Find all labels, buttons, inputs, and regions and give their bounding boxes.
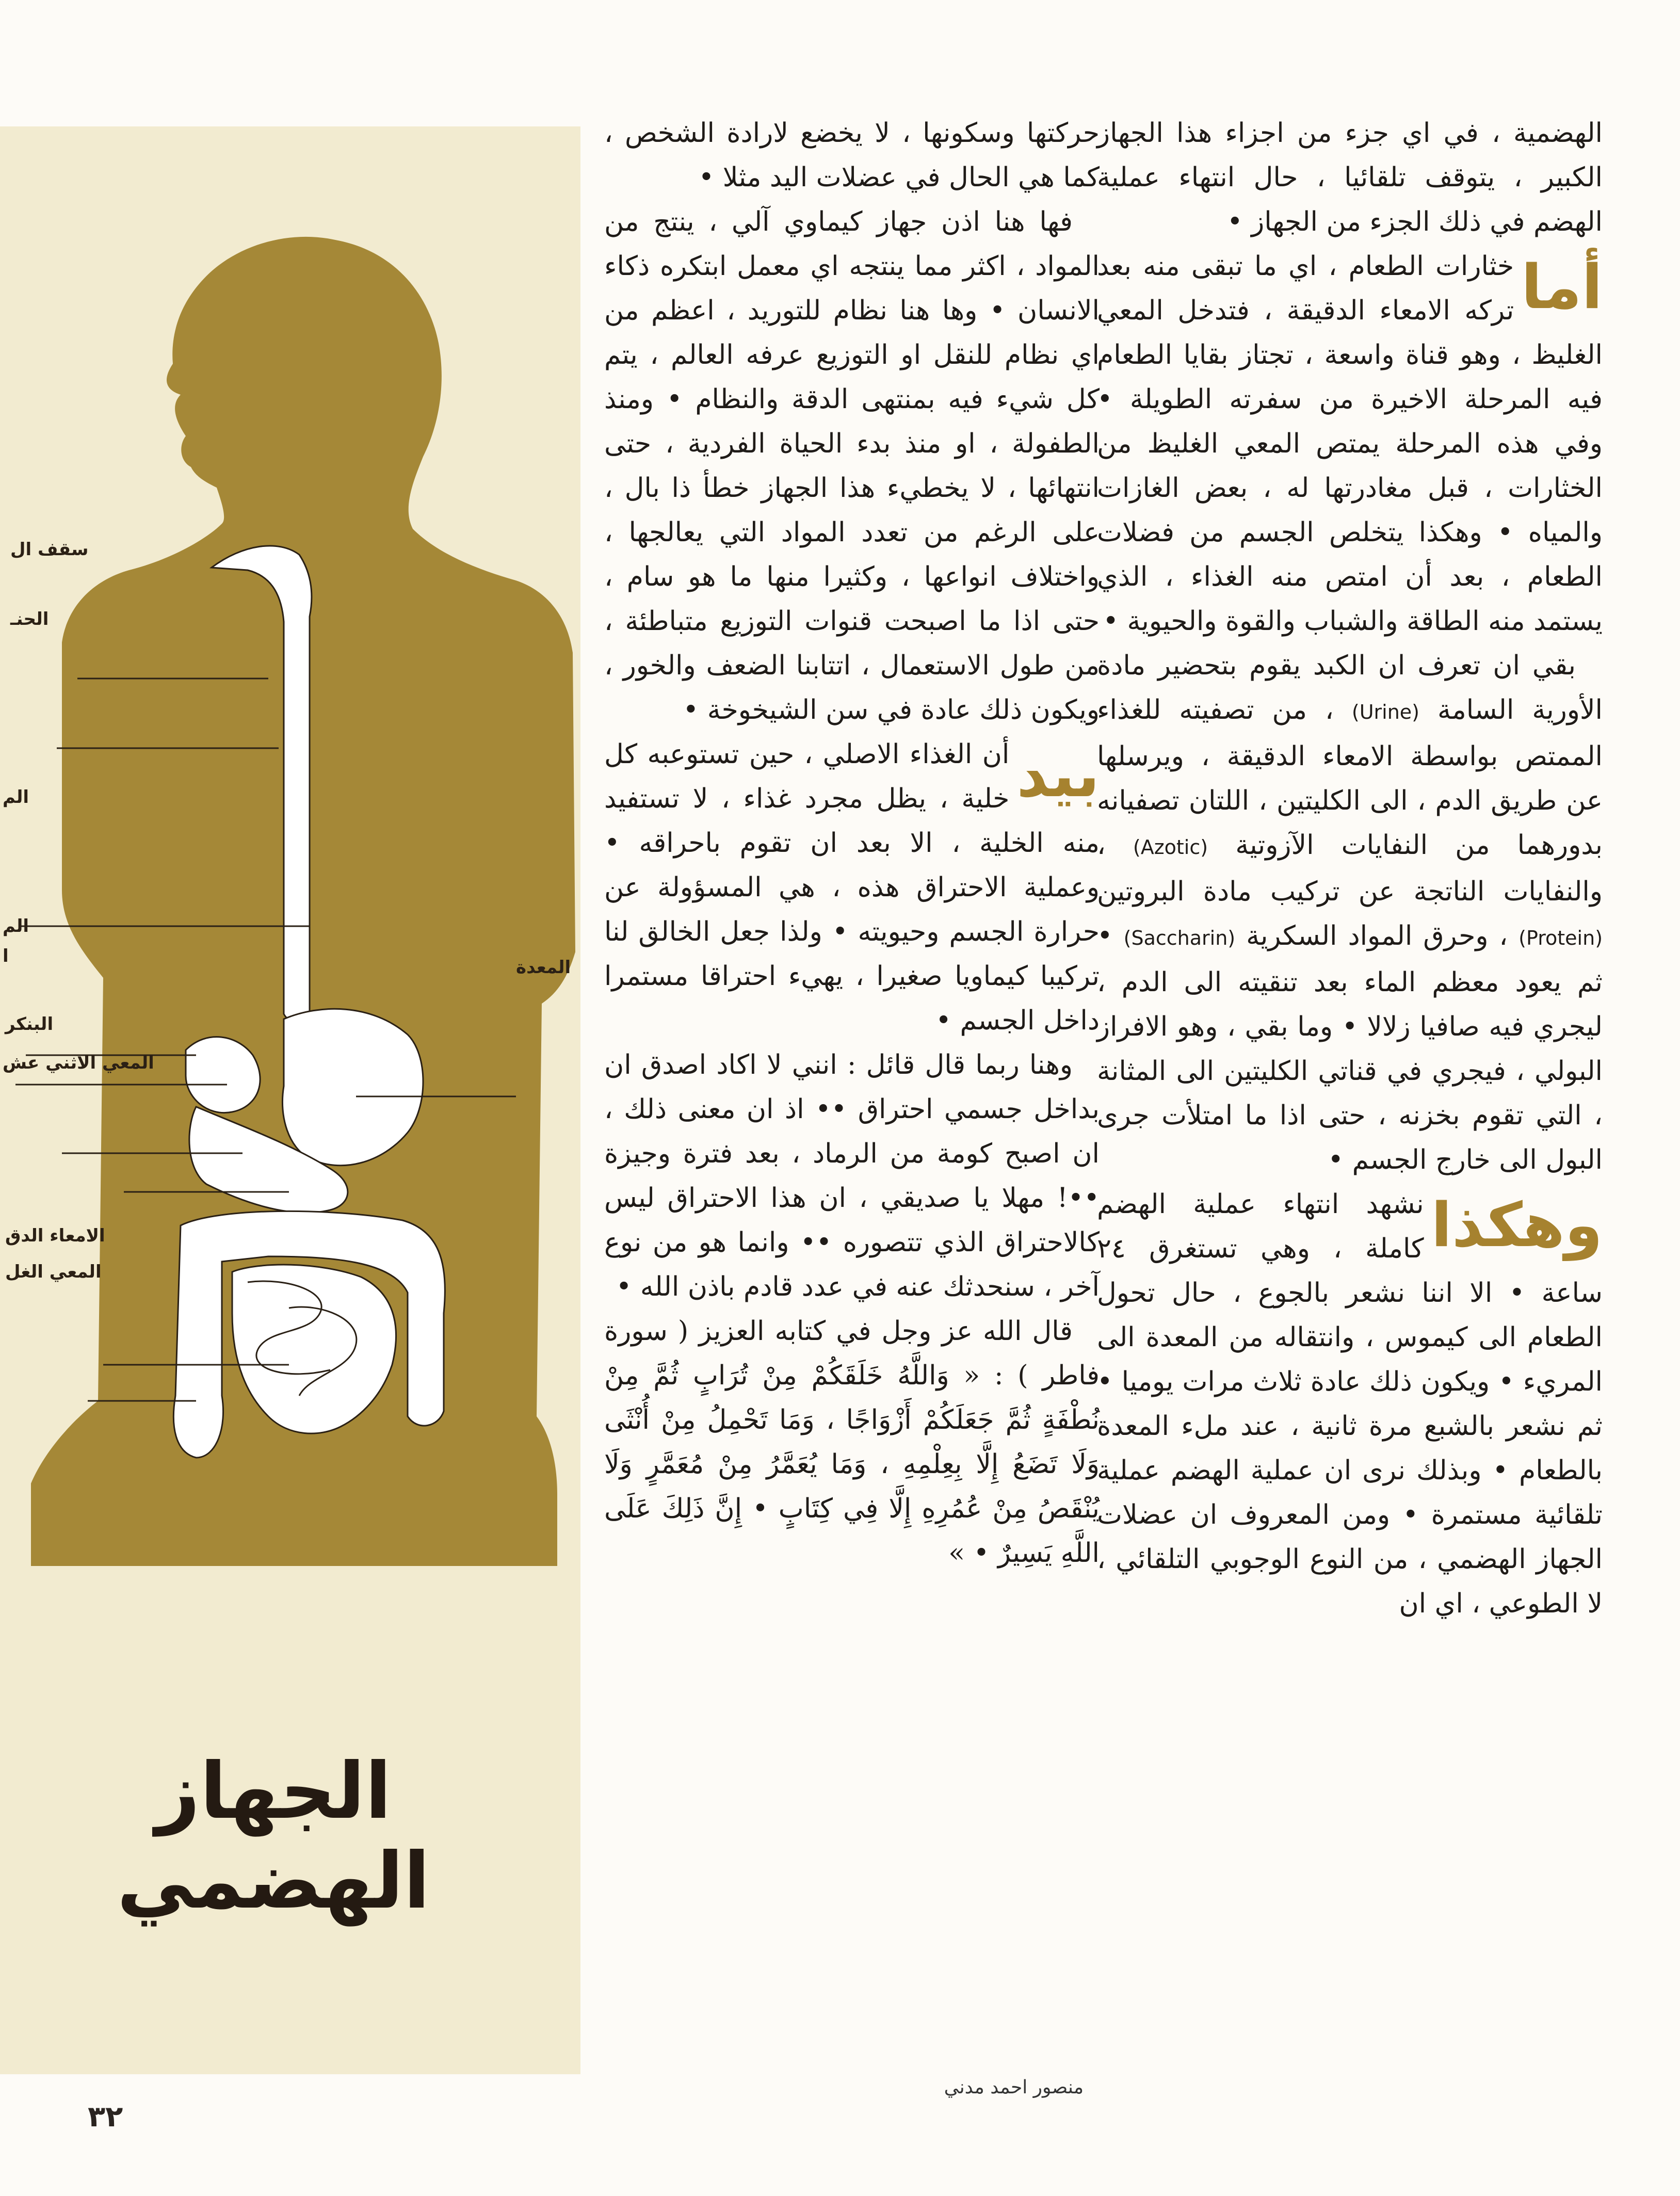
paragraph: أما خثارات الطعام ، اي ما تبقى منه بعد تركه الامعاء الدقيقة ، فتدخل المعي الغليظ ، وهو قناة واسعة ، تجتاز بقايا الطعام فيه المرحلة الاخيرة من سفرته الطويلة • وفي هذه المرحلة يمتص المعي الغليظ من الخثارات ، قبل مغادرتها له ، بعض الغازات والمياه • وهكذا يتخلص الجسم من فضلات الطعام ، بعد أن امتص منه الغذاء ، الذي يستمد منه الطاقة والشباب والقوة والحيوية • — [1097, 244, 1603, 643]
drop-initial: بيد — [1016, 739, 1100, 811]
label-small-intestine: الامعاء الدق — [5, 1225, 105, 1246]
paragraph: حركتها وسكونها ، لا يخضع لارادة الشخص ، كما هي الحال في عضلات اليد مثلا • — [604, 118, 1100, 193]
paragraph: وهكذا نشهد انتهاء عملية الهضم كاملة ، وهي تستغرق ٢٤ ساعة • الا اننا نشعر بالجوع ، حال تحول الطعام الى كيموس ، وانتقاله من المعدة الى المريء • ويكون ذلك عادة ثلاث مرات يوميا • ثم نشعر بالشبع مرة ثانية ، عند ملء المعدة بالطعام • وبذلك نرى ان عملية الهضم عملية تلقائية مستمرة • ومن المعروف ان عضلات الجهاز الهضمي ، من النوع الوجوبي التلقائي ، لا الطوعي ، اي ان — [1097, 1182, 1603, 1626]
drop-initial: وهكذا — [1431, 1189, 1603, 1261]
label-stomach: المعدة — [516, 957, 571, 978]
label-large-intestine: المعي الغل — [5, 1262, 102, 1282]
label-palate: سقف ال — [10, 539, 89, 560]
label-liver: الم — [3, 916, 29, 936]
illustration-panel — [0, 126, 580, 2074]
page-number: ٣٢ — [88, 2100, 123, 2134]
label-gallbladder: ا — [3, 946, 9, 966]
label-pharynx: الحنـ — [10, 609, 49, 629]
paragraph: بقي ان تعرف ان الكبد يقوم بتحضير مادة الأورية السامة (Urine) ، من تصفيته للغذاء الممتص بواسطة الامعاء الدقيقة ، ويرسلها عن طريق الدم ، الى الكليتين ، اللتان تصفيانه بدورهما من النفايات الآزوتية (Azotic) ، والنفايات الناتجة عن تركيب مادة البروتين (Protein) ، وحرق المواد السكرية (Saccharin) • ثم يعود معظم الماء بعد تنقيته الى الدم ، ليجري فيه صافيا زلالا • وما بقي ، وهو الافراز البولي ، فيجري في قناتي الكليتين الى المثانة ، التي تقوم بخزنه ، حتى اذا ما امتلأت جرى البول الى خارج الجسم • — [1097, 650, 1603, 1175]
label-duodenum: المعي الاثني عش — [3, 1053, 154, 1073]
drop-initial: أما — [1521, 251, 1603, 322]
illustration-title: الجهاز الهضمي — [117, 1747, 430, 1926]
paragraph: قال الله عز وجل في كتابه العزيز ( سورة فاطر ) : « وَاللَّهُ خَلَقَكُمْ مِنْ تُرَابٍ ثُمَّ مِنْ نُطْفَةٍ ثُمَّ جَعَلَكُمْ أَزْوَاجًا ، وَمَا تَحْمِلُ مِنْ أُنْثَى وَلَا تَضَعُ إِلَّا بِعِلْمِهِ ، وَمَا يُعَمَّرُ مِنْ مُعَمَّرٍ وَلَا يُنْقَصُ مِنْ عُمُرِهِ إِلَّا فِي كِتَابٍ • إِنَّ ذَلِكَ عَلَى اللَّهِ يَسِيرٌ • » — [604, 1316, 1100, 1569]
author-name: منصور احمد مدني — [944, 2077, 1084, 2098]
article-column-right — [1097, 111, 1603, 1626]
label-esophagus: الم — [3, 787, 29, 808]
paragraph: وهنا ربما قال قائل : انني لا اكاد اصدق ان بداخل جسمي احتراق •• اذ ان معنى ذلك ، ان اصبح كومة من الرماد ، بعد فترة وجيزة ••! مهلا يا صديقي ، ان هذا الاحتراق ليس كالاحتراق الذي تتصوره •• وانما هو من نوع آخر ، سنحدثك عنه في عدد قادم باذن الله • — [604, 1049, 1100, 1302]
paragraph: فها هنا اذن جهاز كيماوي آلي ، ينتج من المواد ، اكثر مما ينتجه اي معمل ابتكره ذكاء الانسان • وها هنا نظام للتوريد ، اعظم من اي نظام للنقل او التوزيع عرفه العالم ، يتم كل شيء فيه بمنتهى الدقة والنظام • ومنذ الطفولة ، او منذ بدء الحياة الفردية ، حتى انتهائها ، لا يخطيء هذا الجهاز خطأ ذا بال ، على الرغم من تعدد المواد التي يعالجها ، واختلاف انواعها ، وكثيرا منها ما هو سام ، حتى اذا ما اصبحت قنوات التوزيع متباطئة ، من طول الاستعمال ، اتتابنا الضعف والخور ، ويكون ذلك عادة في سن الشيخوخة • — [604, 206, 1100, 725]
label-pancreas: البنكر — [5, 1014, 54, 1035]
paragraph: بيد أن الغذاء الاصلي ، حين تستوعبه كل خلية ، يظل مجرد غذاء ، لا تستفيد منه الخلية ، الا بعد ان تقوم باحراقه • وعملية الاحتراق هذه ، هي المسؤولة عن حرارة الجسم وحيويته • ولذا جعل الخالق لنا تركيبا كيماويا صغيرا ، يهيء احتراقا مستمرا داخل الجسم • — [604, 732, 1100, 1043]
article-column-middle — [604, 111, 1100, 1575]
paragraph: الهضمية ، في اي جزء من اجزاء هذا الجهاز الكبير ، يتوقف تلقائيا ، حال انتهاء عملية الهضم في ذلك الجزء من الجهاز • — [1097, 118, 1603, 237]
